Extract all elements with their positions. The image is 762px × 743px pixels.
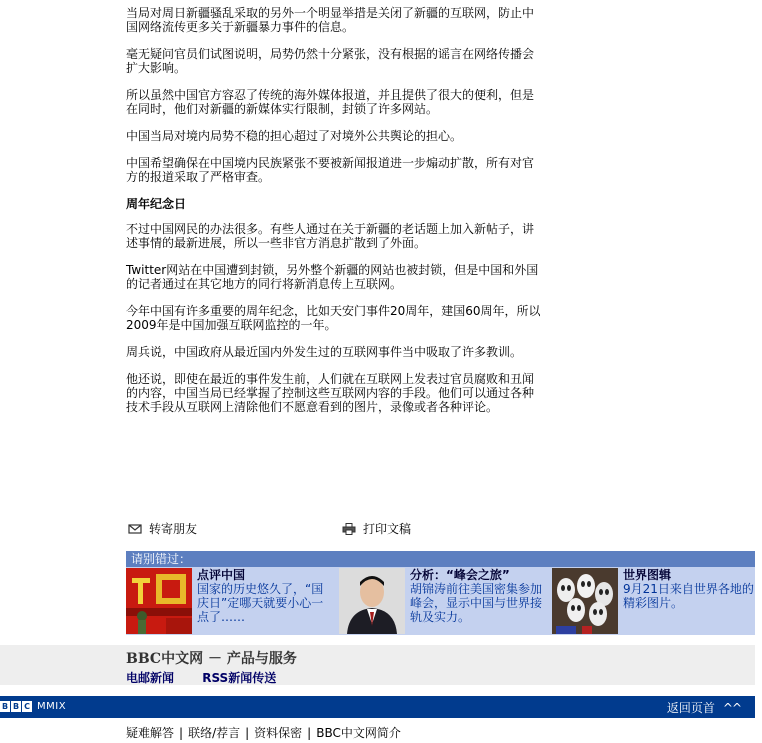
promo-header: 请别错过：	[126, 551, 755, 567]
bbc-logo-block: C	[22, 701, 32, 712]
print-link[interactable]	[342, 520, 411, 537]
article-paragraph: 中国当局对境内局势不稳的担心超过了对境外公共舆论的担心。	[126, 129, 463, 143]
envelope-icon	[128, 523, 142, 535]
article-body	[126, 6, 544, 427]
back-to-top-link[interactable]	[667, 699, 741, 716]
article-paragraph: 不过中国网民的办法很多。有些人通过在关于新疆的老话题上加入新帖子，讲述事情的最新进展，所以一些非官方消息扩散到了外面。	[126, 222, 535, 250]
link-separator: |	[179, 726, 184, 740]
promo-title[interactable]: 分析：“峰会之旅”	[410, 568, 510, 582]
help-link[interactable]: 疑难解答	[126, 726, 175, 740]
email-friend-link[interactable]	[128, 520, 197, 537]
promo-description: 9月21日来自世界各地的精彩图片。	[623, 582, 754, 610]
article-paragraph: 当局对周日新疆骚乱采取的另外一个明显举措是关闭了新疆的互联网，防止中国网络流传更多关于新疆暴力事件的信息。	[126, 6, 535, 34]
promo-thumbnail-portrait[interactable]	[339, 568, 405, 634]
article-paragraph: 今年中国有许多重要的周年纪念，比如天安门事件20周年，建国60周年，所以2009年是中国加强互联网监控的一年。	[126, 304, 541, 332]
promo-thumbnail-national-day[interactable]	[126, 568, 192, 634]
products-title: BBC中文网 － 产品与服务	[126, 651, 297, 667]
article-paragraph: 他还说，即使在最近的事件发生前，人们就在互联网上发表过官员腐败和丑闻的内容，中国当局已经掌握了控制这些互联网内容的手段。他们可以通过各种技术手段从互联网上清除他们不愿意看到的图片，录像或者各种评论。	[126, 372, 535, 414]
promo-title[interactable]: 点评中国	[197, 568, 246, 582]
email-news-link[interactable]: 电邮新闻	[126, 671, 175, 685]
email-friend-label: 转寄朋友	[149, 522, 198, 536]
footer-links	[126, 724, 401, 741]
print-label: 打印文稿	[363, 522, 412, 536]
caret-up-icon: ^^	[722, 700, 741, 715]
link-separator: |	[245, 726, 250, 740]
article-tools	[128, 520, 548, 536]
footer-bar	[0, 696, 755, 718]
rss-link[interactable]: RSS新闻传送	[202, 671, 277, 685]
products-section	[0, 645, 755, 685]
bbc-logo[interactable]	[0, 701, 66, 712]
promo-description: 国家的历史悠久了，“国庆日”定哪天就要小心一点了……	[197, 582, 324, 624]
copyright-year: MMIX	[37, 701, 67, 712]
back-to-top-label: 返回页首	[666, 701, 715, 715]
bbc-logo-block: B	[12, 702, 20, 711]
contact-link[interactable]: 联络/荐言	[188, 726, 241, 740]
link-separator: |	[307, 726, 312, 740]
article-paragraph: 所以虽然中国官方容忍了传统的海外媒体报道，并且提供了很大的便利，但是在同时，他们对新疆的新媒体实行限制，封锁了许多网站。	[126, 88, 535, 116]
privacy-link[interactable]: 资料保密	[254, 726, 303, 740]
bbc-logo-block: B	[1, 702, 9, 711]
article-paragraph: 中国希望确保在中国境内民族紧张不要被新闻报道进一步煽动扩散，所有对官方的报道采取了严格审查。	[126, 156, 535, 184]
article-paragraph: 毫无疑问官员们试图说明，局势仍然十分紧张，没有根据的谣言在网络传播会扩大影响。	[126, 47, 535, 75]
printer-icon	[342, 523, 356, 535]
promo-box	[126, 567, 755, 635]
about-link[interactable]: BBC中文网简介	[316, 726, 401, 740]
products-links	[126, 669, 300, 686]
promo-description: 胡锦涛前往美国密集参加峰会，显示中国与世界接轨及实力。	[410, 582, 543, 624]
promo-title[interactable]: 世界图辑	[623, 568, 672, 582]
article-subheading: 周年纪念日	[126, 197, 187, 211]
promo-thumbnail-world-gallery[interactable]	[552, 568, 618, 634]
article-paragraph: 周兵说，中国政府从最近国内外发生过的互联网事件当中吸取了许多教训。	[126, 345, 523, 359]
article-paragraph: Twitter网站在中国遭到封锁，另外整个新疆的网站也被封锁，但是中国和外国的记者通过在其它地方的同行将新消息传上互联网。	[126, 263, 539, 291]
